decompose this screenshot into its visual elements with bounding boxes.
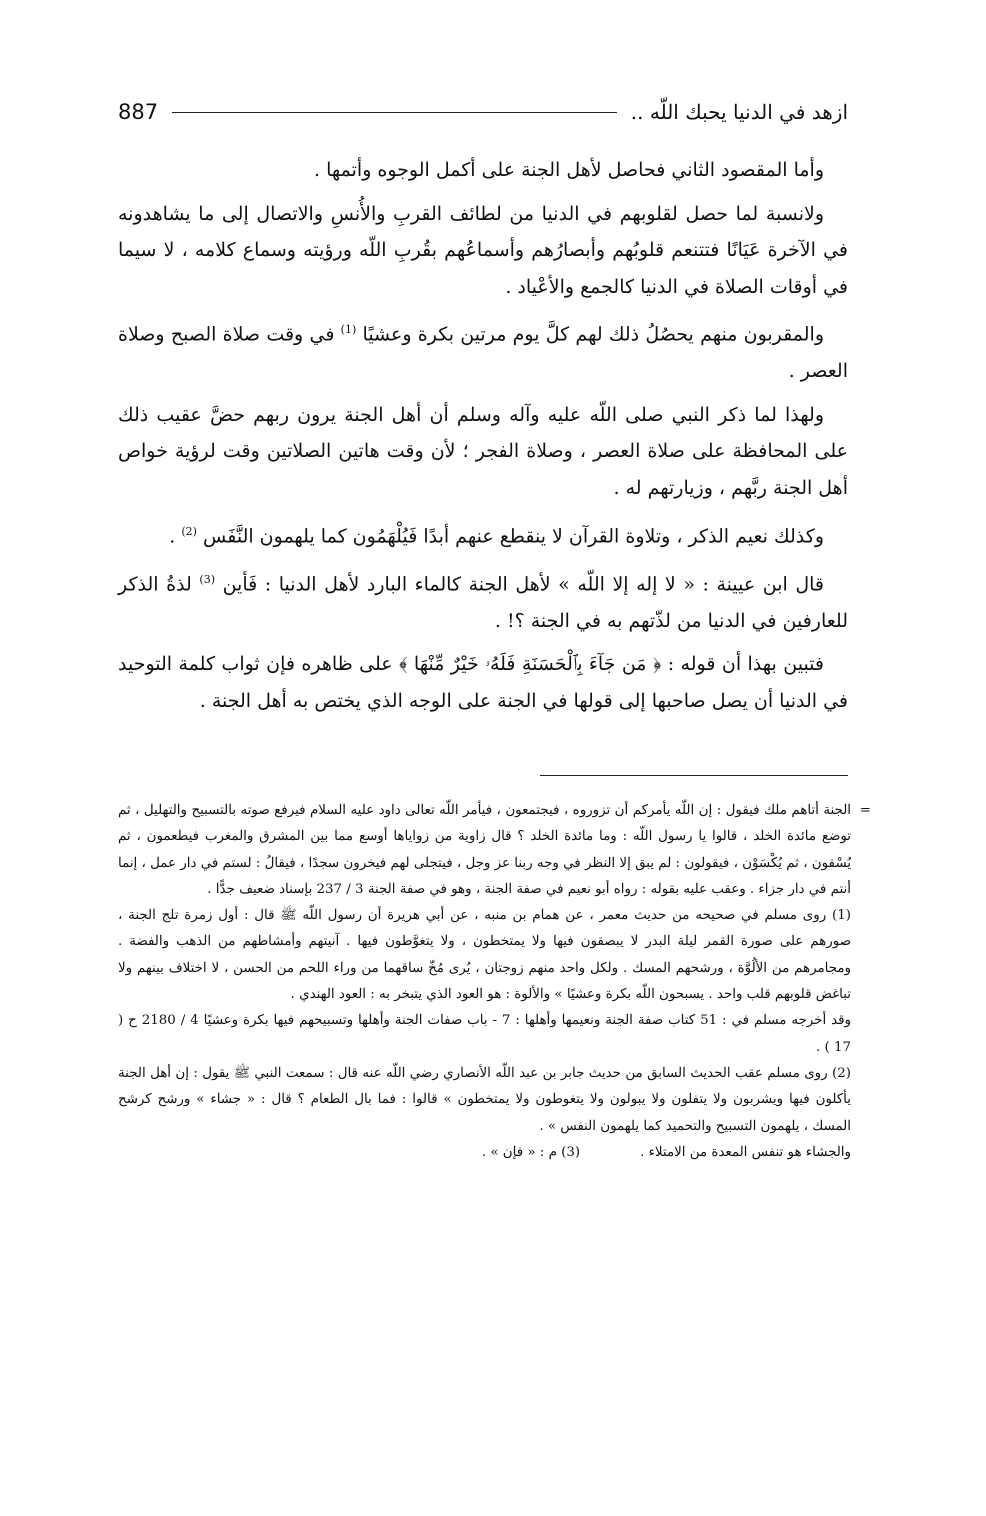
- paragraph-7: فتبين بهذا أن قوله : ﴿ مَن جَآءَ بِٱلْحَسَنَةِ فَلَهُۥ خَيْرٌ مِّنْهَا ﴾ على ظاهره فإن ثواب كلمة التوحيد في الدنيا أن يصل صاحبها إلى قولها في الجنة على الوجه الذي يختص به أهل الجنة .: [118, 653, 848, 712]
- footnote-1-source: وقد أخرجه مسلم في : 51 كتاب صفة الجنة ونعيمها وأهلها : 7 - باب صفات الجنة وأهلها وتسبيحهم فيها بكرة وعشيًا 4 / 2180 ح ( 17 ) .: [118, 1013, 851, 1055]
- footnote-ref: (1): [340, 323, 357, 337]
- paragraph-5: [118, 514, 848, 555]
- footnote-1: (1) روى مسلم في صحيحه من حديث معمر ، عن همام بن منبه ، عن أبي هريرة أن رسول اللّه ﷺ قال : أول زمرة تلج الجنة ، صورهم على صورة القمر ليلة البدر لا يبصقون فيها ولا يمتخطون ، ولا يتغوَّطون فيها . آنيتهم وأمشاطهم من الذهب والفضة . ومجامرهم من الألُوَّة ، ورشحهم المسك . ولكل واحد منهم زوجتان ، يُرى مُخّ ساقهما من وراء اللحم من الحسن ، لا اختلاف بينهم ولا تباغض قلوبهم قلب واحد . يسبحون اللّه بكرة وعشيًا » والألوة : هو العود الذي يتبخر به : العود الهندي .: [118, 908, 851, 1003]
- paragraph-text: في وقت صلاة الصبح وصلاة العصر .: [118, 323, 848, 383]
- spacer: [580, 1140, 640, 1166]
- continuation-mark: =: [859, 803, 871, 818]
- footnote-ref: (2): [181, 524, 197, 538]
- paragraph-2: ولانسبة لما حصل لقلوبهم في الدنيا من لطائف القربِ والأُنسِ والاتصال إلى ما يشاهدونه في الآخرة عَيَانًا فتتنعم قلوبُهم وأبصارُهم وأسماعُهم بقُربِ اللّه ورؤيته وسماع كلامه ، لا سيما في أوقات الصلاة في الدنيا كالجمع والأعْياد .: [118, 202, 848, 298]
- footnote-ref: (3): [199, 572, 215, 586]
- footnote-2: (2) روى مسلم عقب الحديث السابق من حديث جابر بن عبد اللّه الأنصاري رضي اللّه عنه قال : سمعت النبي ﷺ يقول : إن أهل الجنة يأكلون فيها ويشربون ولا يتفلون ولا يبولون ولا يتغوطون ولا يمتخطون » قالوا : فما بال الطعام ؟ قال : « جشاء » ورشح كرشح المسك ، يلهمون التسبيح والتحميد كما يلهمون النفس » .: [118, 1065, 851, 1134]
- paragraph-1: وأما المقصود الثاني فحاصل لأهل الجنة على أكمل الوجوه وأتمها .: [314, 159, 824, 181]
- paragraph-text: وكذلك نعيم الذكر ، وتلاوة القرآن لا ينقطع عنهم أبدًا فَيُلْهَمُون كما يلهمون النَّفَس: [203, 525, 824, 547]
- paragraph-6: [118, 562, 848, 640]
- paragraph-text: والمقربون منهم يحصُلُ ذلك لهم كلَّ يوم مرتين بكرة وعشيًا: [362, 323, 825, 346]
- footnote-last-row: [118, 1140, 851, 1166]
- page-number: 887: [118, 100, 159, 124]
- paragraph-text: قال ابن عيينة : « لا إله إلا اللّه » لأهل الجنة كالماء البارد لأهل الدنيا : فَأين: [222, 572, 824, 595]
- paragraph-text: .: [169, 525, 176, 547]
- main-text: [118, 152, 848, 726]
- footnote-continuation: [118, 798, 871, 903]
- footnote-separator: [540, 775, 848, 776]
- footnotes: [118, 798, 871, 1166]
- footnote-text: الجنة أتاهم ملك فيقول : إن اللّه يأمركم أن تزوروه ، فيجتمعون ، فيأمر اللّه تعالى داود عليه السلام فيرفع صوته بالتسبيح والتهليل ، ثم توضع مائدة الخلد ، قالوا يا رسول اللّه : وما مائدة الخلد ؟ قال زاوية من زواياها أوسع مما بين المشرق والمغرب فيطعمون ، ثم يُسْقون ، ثم يُكْسَوْن ، فيقولون : لم يبق إلا النظر في وجه ربنا عز وجل ، فيتجلى لهم فيخرون سجدًا ، فيقالُ : لستم في دار عمل ، إنما أنتم في دار جزاء . وعقب عليه بقوله : رواه أبو نعيم في صفة الجنة ، وهو في صفة الجنة 3 / 237 بإسناد ضعيف جدًّا .: [118, 803, 851, 897]
- header-rule: [172, 112, 617, 113]
- running-title: ازهد في الدنيا يحبك اللّه ..: [630, 100, 848, 124]
- footnote-3: (3) م : « فإن » .: [481, 1144, 581, 1160]
- paragraph-4: ولهذا لما ذكر النبي صلى اللّه عليه وآله وسلم أن أهل الجنة يرون ربهم حضَّ عقيب ذلك على المحافظة على صلاة العصر ، وصلاة الفجر ؛ لأن وقت هاتين الصلاتين وقت لرؤية خواص أهل الجنة ربَّهم ، وزيارتهم له .: [118, 403, 848, 500]
- paragraph-text: لذةُ الذكر للعارفين في الدنيا من لذّتهم به في الجنة ؟! .: [118, 572, 848, 632]
- footnote-2-definition: والجشاء هو تنفس المعدة من الامتلاء .: [640, 1144, 851, 1160]
- paragraph-3: [118, 312, 848, 390]
- page-header: [118, 92, 848, 132]
